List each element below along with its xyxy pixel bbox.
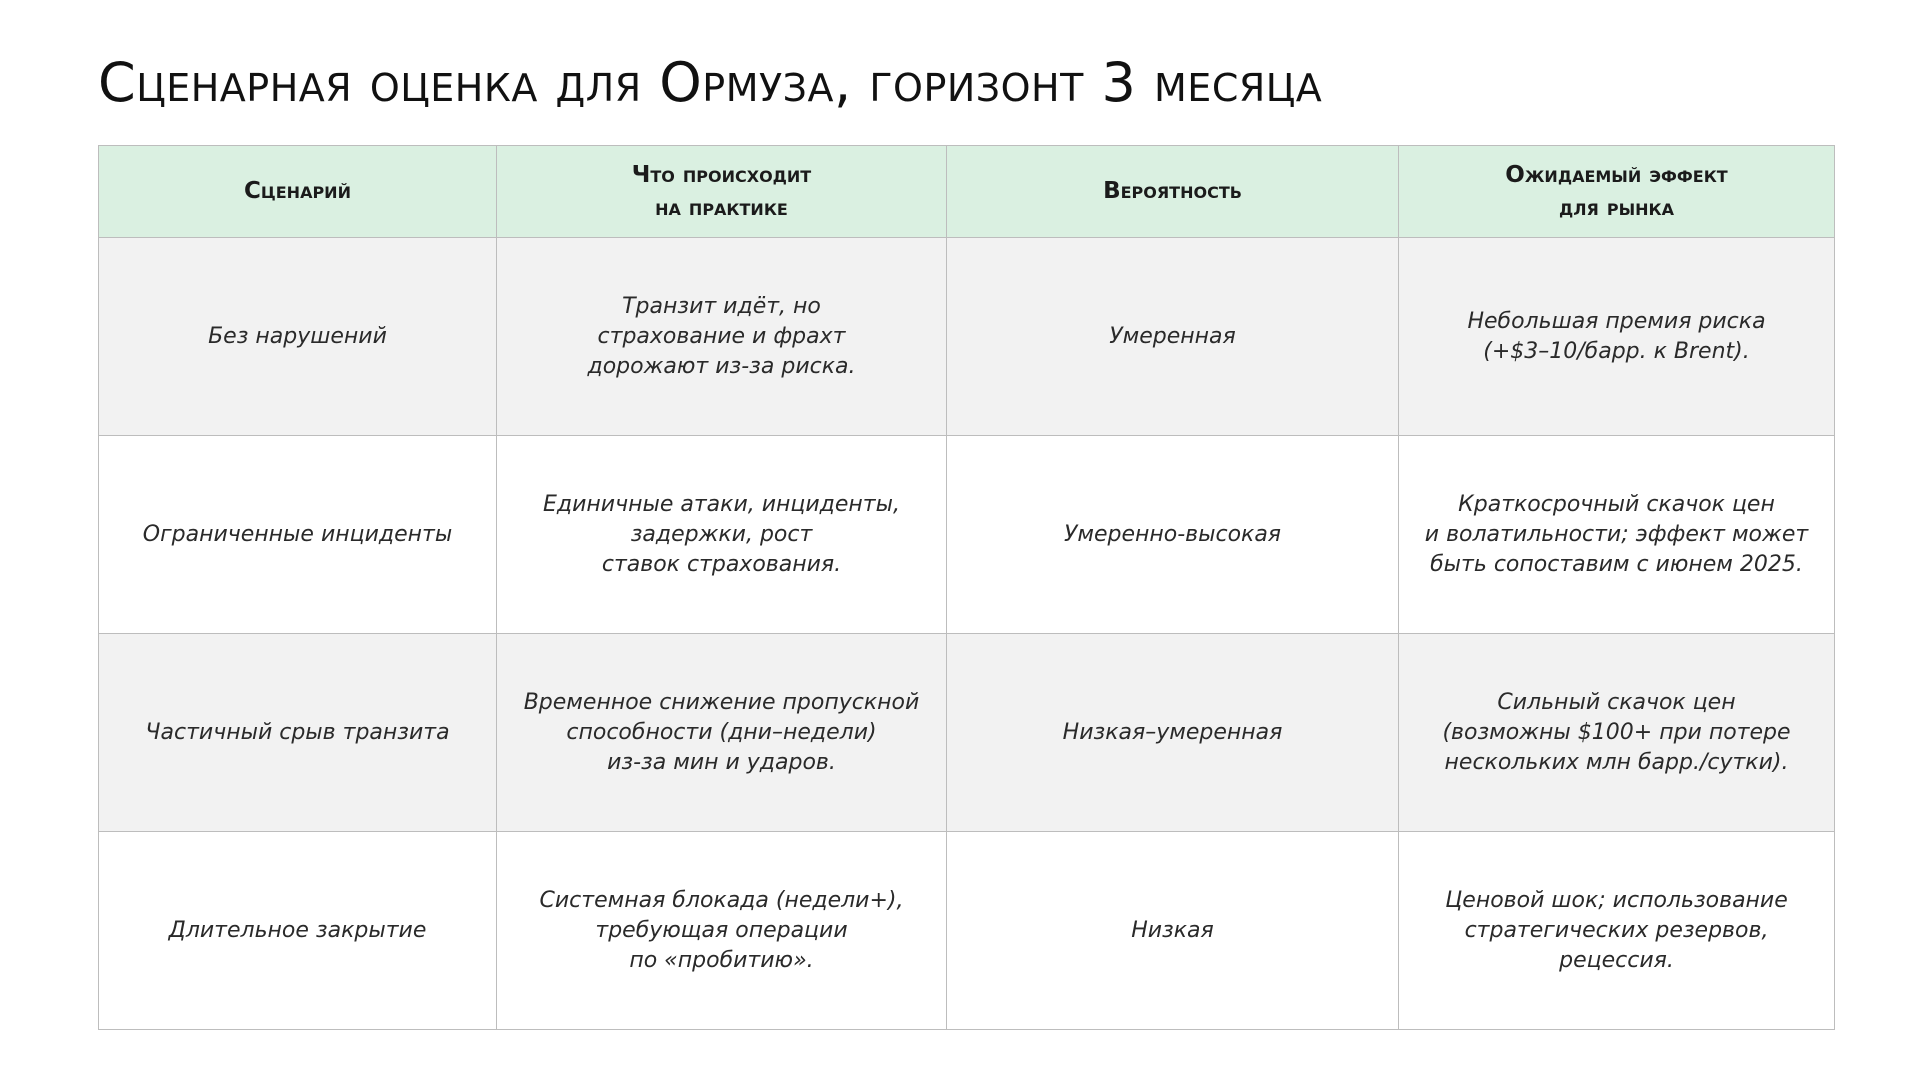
- cell-probability: Низкая: [947, 832, 1399, 1030]
- header-practice: Что происходит на практике: [497, 146, 947, 238]
- cell-scenario: Без нарушений: [99, 238, 497, 436]
- cell-scenario: Длительное закрытие: [99, 832, 497, 1030]
- cell-probability: Умеренная: [947, 238, 1399, 436]
- cell-practice: Единичные атаки, инциденты, задержки, рост ставок страхования.: [497, 436, 947, 634]
- cell-effect: Сильный скачок цен (возможны $100+ при потере нескольких млн барр./сутки).: [1399, 634, 1835, 832]
- cell-scenario: Ограниченные инциденты: [99, 436, 497, 634]
- cell-effect: Ценовой шок; использование стратегических резервов, рецессия.: [1399, 832, 1835, 1030]
- table-header-row: [99, 146, 1835, 238]
- cell-scenario: Частичный срыв транзита: [99, 634, 497, 832]
- table-row: [99, 832, 1835, 1030]
- table-row: [99, 634, 1835, 832]
- cell-probability: Умеренно-высокая: [947, 436, 1399, 634]
- scenario-table: [98, 145, 1835, 1030]
- cell-probability: Низкая–умеренная: [947, 634, 1399, 832]
- header-scenario: Сценарий: [99, 146, 497, 238]
- header-effect: Ожидаемый эффект для рынка: [1399, 146, 1835, 238]
- header-probability: Вероятность: [947, 146, 1399, 238]
- table-row: [99, 436, 1835, 634]
- table-row: [99, 238, 1835, 436]
- cell-practice: Системная блокада (недели+), требующая операции по «пробитию».: [497, 832, 947, 1030]
- cell-practice: Временное снижение пропускной способности (дни–недели) из-за мин и ударов.: [497, 634, 947, 832]
- page-title: Сценарная оценка для Ормуза, горизонт 3 месяца: [98, 51, 1323, 114]
- cell-effect: Небольшая премия риска (+$3–10/барр. к Brent).: [1399, 238, 1835, 436]
- cell-effect: Краткосрочный скачок цен и волатильности; эффект может быть сопоставим с июнем 2025.: [1399, 436, 1835, 634]
- cell-practice: Транзит идёт, но страхование и фрахт дорожают из-за риска.: [497, 238, 947, 436]
